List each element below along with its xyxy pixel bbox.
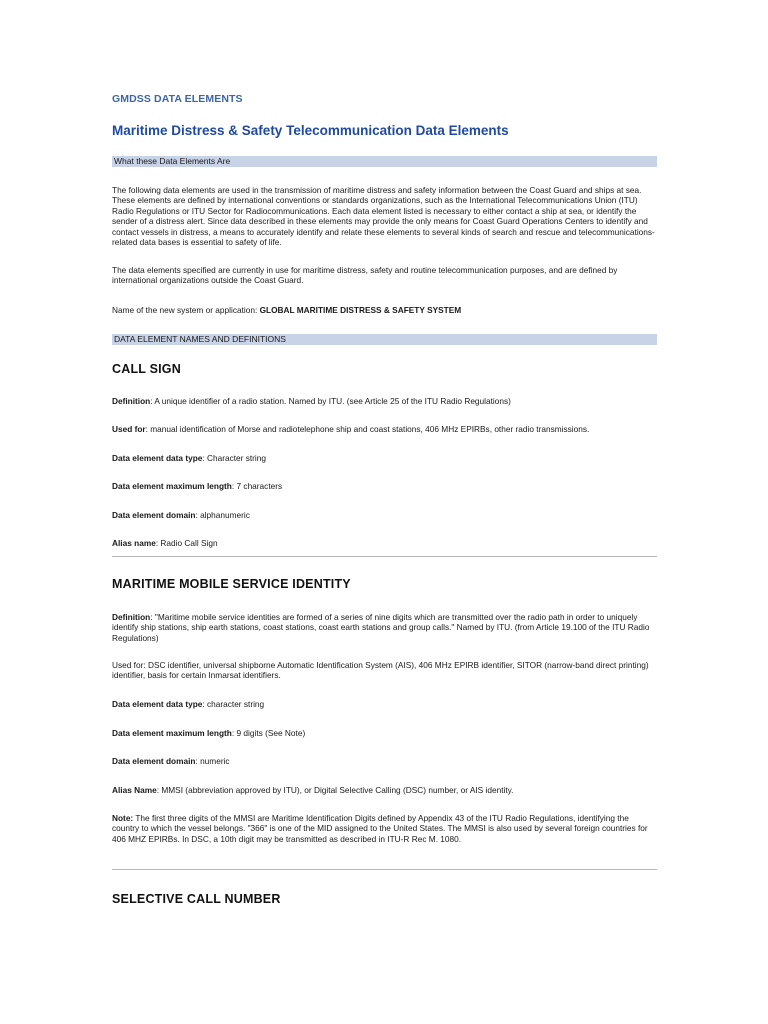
field-label: Alias Name <box>112 785 157 795</box>
field-value: : Character string <box>202 453 267 463</box>
field-label: Note: <box>112 813 134 823</box>
field-value: : MMSI (abbreviation approved by ITU), or Digital Selective Calling (DSC) number, or AIS identity. <box>156 785 514 795</box>
call-sign-definition <box>112 396 657 406</box>
field-value: : numeric <box>195 756 230 766</box>
field-label: Definition <box>112 396 151 406</box>
call-sign-alias <box>112 538 657 548</box>
field-label: Definition <box>112 612 151 622</box>
call-sign-data-type <box>112 453 657 463</box>
document-heading: GMDSS DATA ELEMENTS <box>112 93 243 105</box>
call-sign-max-length <box>112 481 657 491</box>
mmsi-domain <box>112 756 657 766</box>
field-label: Data element domain <box>112 756 196 766</box>
page-title: Maritime Distress & Safety Telecommunication Data Elements <box>112 123 509 138</box>
intro-paragraph-1: The following data elements are used in the transmission of maritime distress and safety information between the Coast Guard and ships at sea. These elements are defined by international conventions or standards organizations, such as the International Telecommunications Union (ITU) Radio Regulations or ITU Sector for Radiocommunications. Each data element listed is necessary to either contact a ship at sea, or identify the sender of a distress alert. Since data described in these elements may provide the only means for Coast Guard Operations Centers to identify and contact vessels in distress, a means to accurately identify and relate these elements to several kinds of search and rescue and telecommunications-related data bases is essential to safety of life. <box>112 185 655 248</box>
field-value: : "Maritime mobile service identities are formed of a series of nine digits which are transmitted over the radio path in order to uniquely identify ship stations, ship earth stations, coast stations, coast earth stations and group calls." Named by ITU. (from Article 19.100 of the ITU Radio Regulations) <box>112 612 650 643</box>
field-label: Data element maximum length <box>112 481 232 491</box>
mmsi-used-for: Used for: DSC identifier, universal shipborne Automatic Identification System (AIS), 406 MHz EPIRB identifier, SITOR (narrow-band direct printing) identifier, basis for certain Inmarsat identifiers. <box>112 660 649 681</box>
field-value: : manual identification of Morse and radiotelephone ship and coast stations, 406 MHz EPIRBs, other radio transmissions. <box>145 424 590 434</box>
selective-call-title: SELECTIVE CALL NUMBER <box>112 892 281 906</box>
system-name-line <box>112 305 657 315</box>
section-divider <box>112 869 657 870</box>
system-name-label: Name of the new system or application: <box>112 305 260 315</box>
intro-paragraph-2: The data elements specified are currently in use for maritime distress, safety and routine telecommunication purposes, and are defined by international organizations outside the Coast Guard. <box>112 265 618 286</box>
field-value: : 9 digits (See Note) <box>231 728 306 738</box>
field-label: Data element domain <box>112 510 196 520</box>
field-label: Used for <box>112 424 146 434</box>
field-label: Data element data type <box>112 453 203 463</box>
call-sign-domain <box>112 510 657 520</box>
call-sign-used-for <box>112 424 657 434</box>
mmsi-note <box>112 813 657 844</box>
field-value: : alphanumeric <box>195 510 250 520</box>
section-divider <box>112 556 657 557</box>
mmsi-title: MARITIME MOBILE SERVICE IDENTITY <box>112 577 351 591</box>
field-value: : character string <box>202 699 265 709</box>
field-value: The first three digits of the MMSI are Maritime Identification Digits defined by Appendix 43 of the ITU Radio Regulations, identifying the country to which the vessel belongs. "366" is one of the MID assigned to the United States. The MMSI is also used by several foreign countries for 406 MHZ EPIRBs. In DSC, a 10th digit may be transmitted as described in ITU-R Rec M. 1080. <box>112 813 648 844</box>
field-value: : 7 characters <box>231 481 283 491</box>
call-sign-title: CALL SIGN <box>112 362 181 376</box>
field-value: : Radio Call Sign <box>155 538 218 548</box>
field-label: Data element data type <box>112 699 203 709</box>
mmsi-definition <box>112 612 657 643</box>
mmsi-max-length <box>112 728 657 738</box>
mmsi-data-type <box>112 699 657 709</box>
mmsi-alias <box>112 785 657 795</box>
field-value: : A unique identifier of a radio station. Named by ITU. (see Article 25 of the ITU Radio Regulations) <box>150 396 511 406</box>
field-label: Data element maximum length <box>112 728 232 738</box>
system-name-value: GLOBAL MARITIME DISTRESS & SAFETY SYSTEM <box>259 305 462 315</box>
section-band-what: What these Data Elements Are <box>112 156 657 167</box>
section-band-definitions: DATA ELEMENT NAMES AND DEFINITIONS <box>112 334 657 345</box>
field-label: Alias name <box>112 538 156 548</box>
